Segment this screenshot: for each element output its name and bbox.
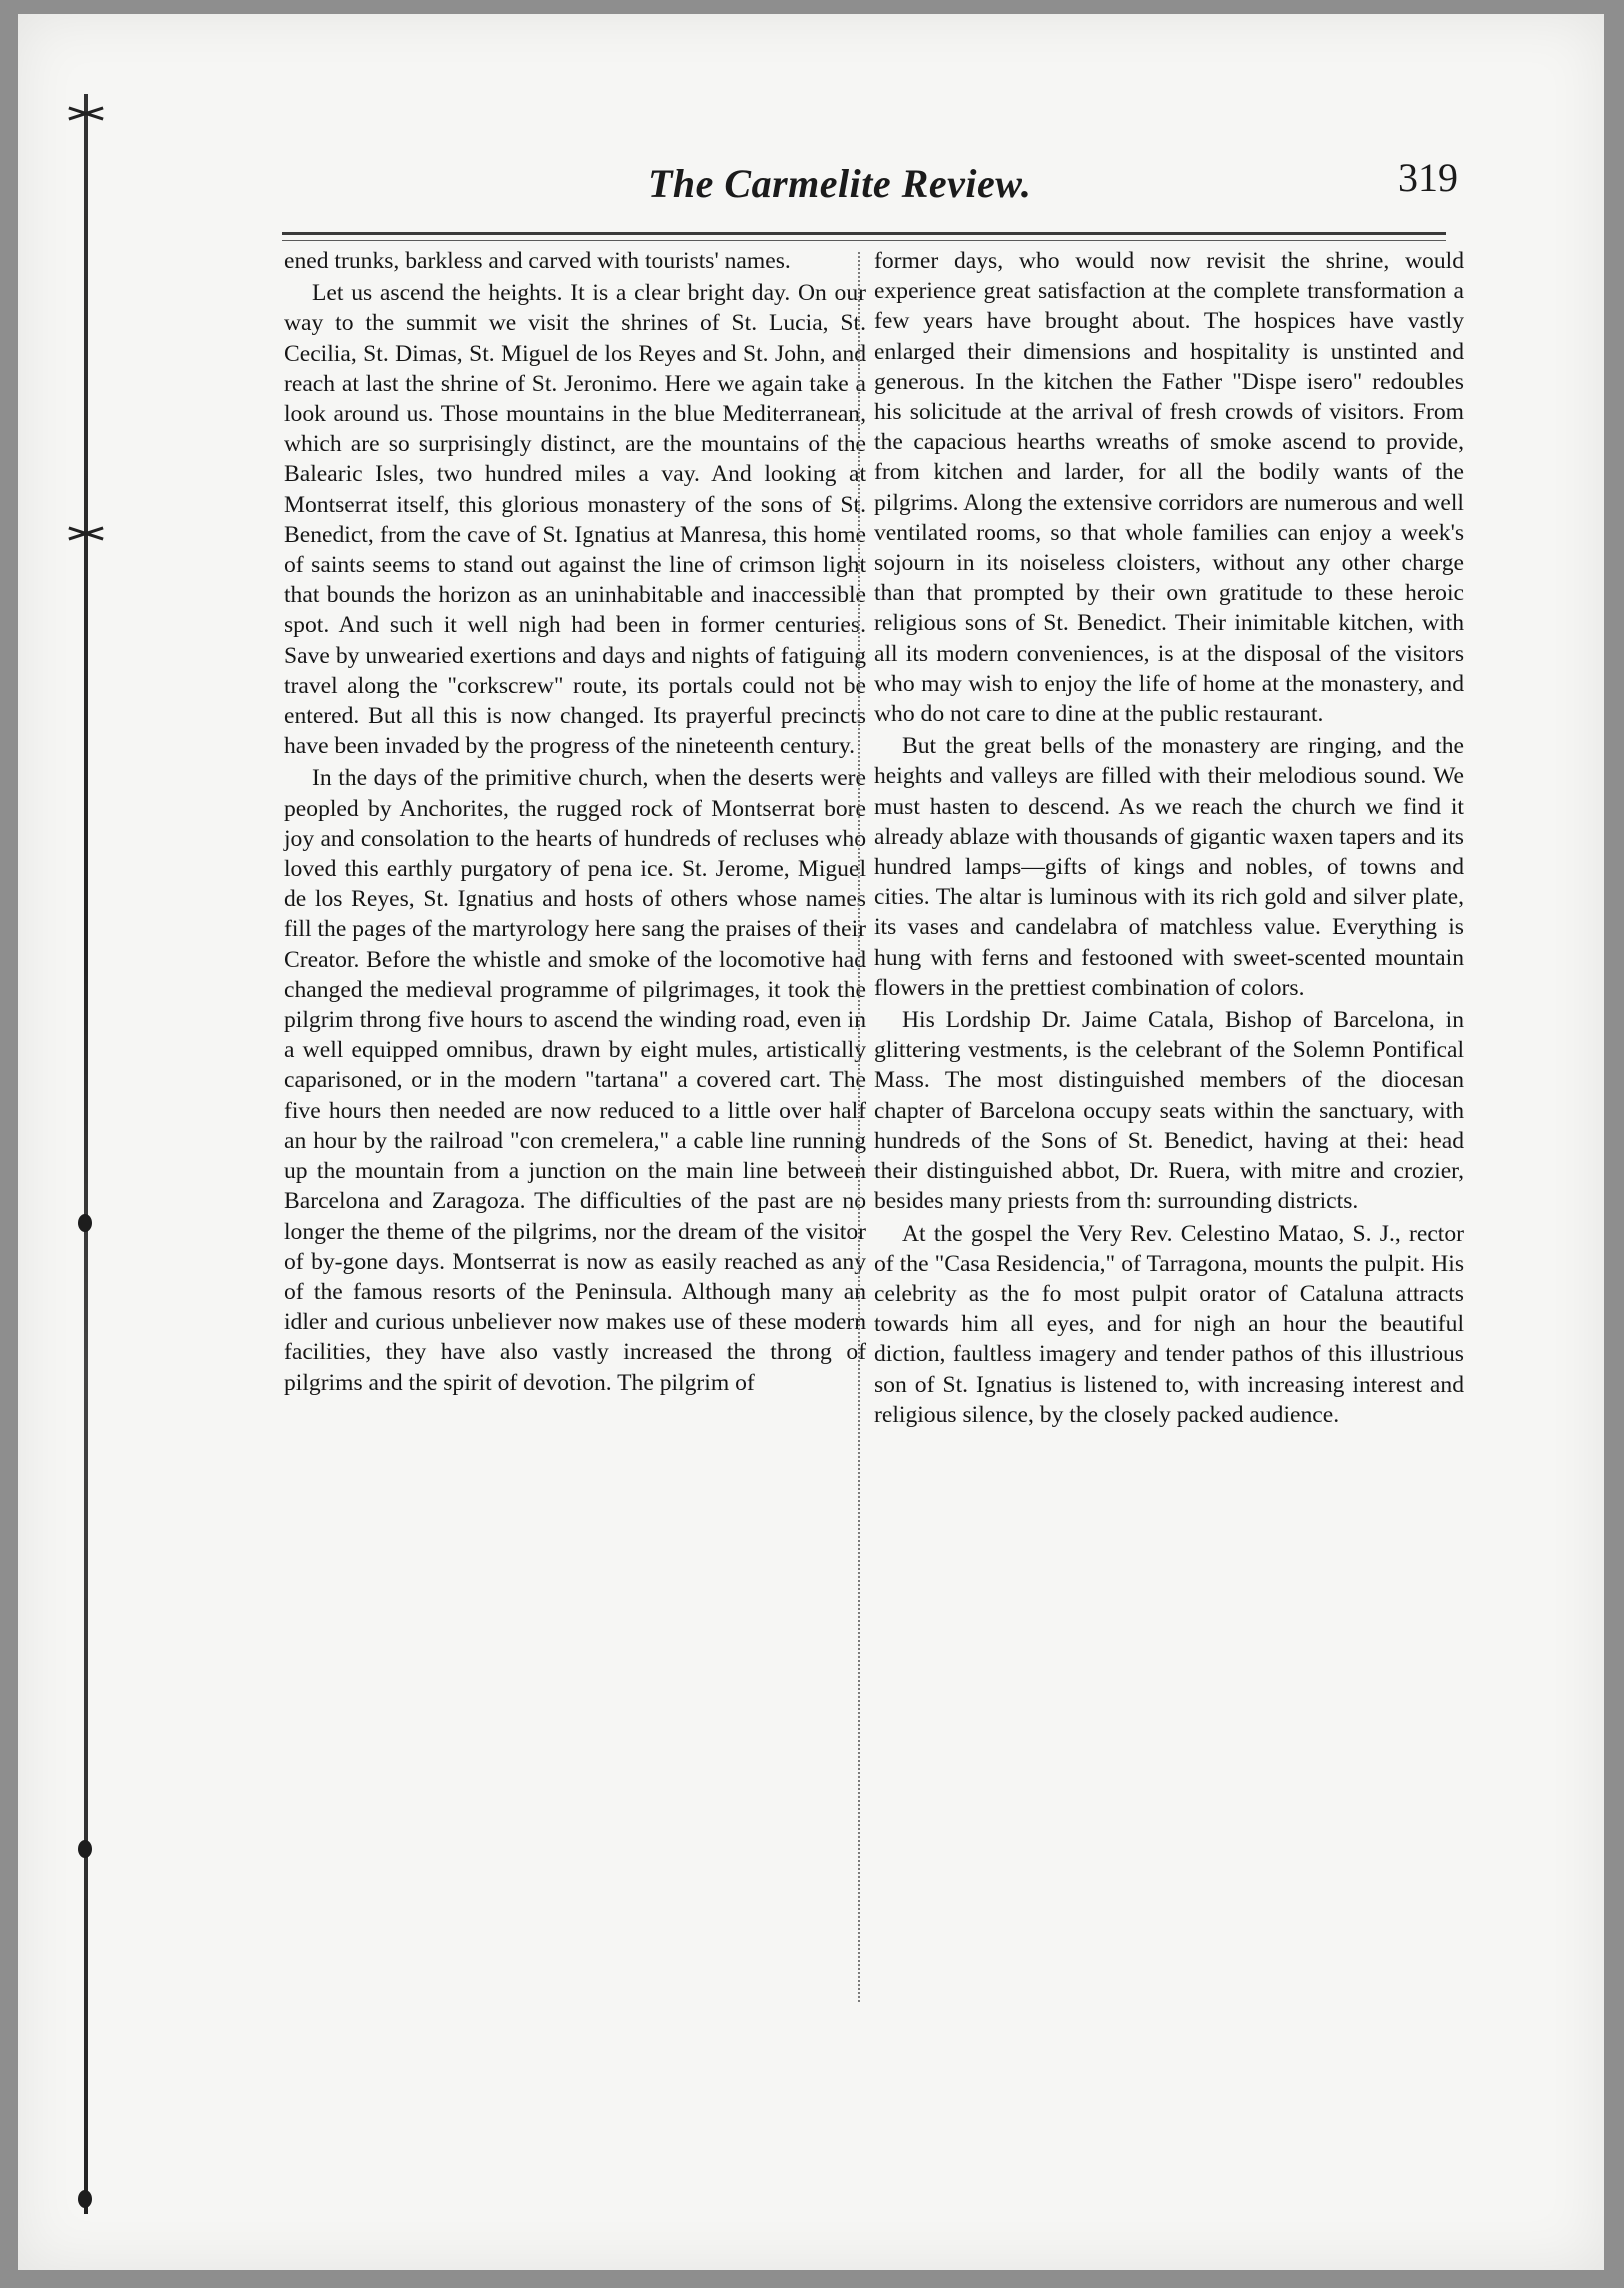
header-rule-thin <box>282 240 1446 241</box>
paragraph: But the great bells of the monastery are ringing, and the heights and valleys are filled with their melodious sound. We must hasten to descend. As we reach the church we find it already ablaze with thousands of gigantic waxen tapers and its hundred lamps—gifts of kings and nobles, of towns and cities. The altar is luminous with its rich gold and silver plate, its vases and candelabra of matchless value. Everything is hung with ferns and festooned with sweet-scented mountain flowers in the prettiest combination of colors. <box>874 733 1464 1001</box>
binding-stitch <box>68 526 104 540</box>
binding-knot <box>78 1840 92 1858</box>
binding-thread <box>84 94 88 2214</box>
left-column <box>284 246 866 1398</box>
binding-knot <box>78 1214 92 1232</box>
document-page <box>18 14 1604 2270</box>
paragraph: His Lordship Dr. Jaime Catala, Bishop of Barcelona, in glittering vestments, is the celebrant of the Solemn Pontifical Mass. The most distinguished members of the diocesan chapter of Barcelona occupy seats within the sanctuary, with hundreds of the Sons of St. Benedict, having at thei: head their distinguished abbot, Dr. Ruera, with mitre and crozier, besides many priests from th: surrounding districts. <box>874 1007 1464 1215</box>
header-rule <box>282 232 1446 235</box>
right-column <box>874 246 1464 1430</box>
paragraph: former days, who would now revisit the shrine, would experience great satisfaction at the complete transformation a few years have brought about. The hospices have vastly enlarged their dimensions and hospitality is unstinted and generous. In the kitchen the Father "Dispe isero" redoubles his solicitude at the arrival of fresh crowds of visitors. From the capacious hearths wreaths of smoke ascend to provide, from kitchen and larder, for all the bodily wants of the pilgrims. Along the extensive corridors are numerous and well ventilated rooms, so that whole families can enjoy a week's sojourn in its noiseless cloisters, without any other charge than that prompted by their own gratitude to these heroic religious sons of St. Benedict. Their inimitable kitchen, with all its modern conveniences, is at the disposal of the visitors who may wish to enjoy the life of home at the monastery, and who do not care to dine at the public restaurant. <box>874 248 1464 728</box>
page-number: 319 <box>1398 155 1458 200</box>
running-header <box>278 154 1458 214</box>
paragraph: In the days of the primitive church, when the deserts were peopled by Anchorites, the rugged rock of Montserrat bore joy and consolation to the hearts of hundreds of recluses who loved this earthly purgatory of pena ice. St. Jerome, Miguel de los Reyes, St. Ignatius and hosts of others whose names fill the pages of the martyrology here sang the praises of their Creator. Before the whistle and smoke of the locomotive had changed the medieval programme of pilgrimages, it took the pilgrim throng five hours to ascend the winding road, even in a well equipped omnibus, drawn by eight mules, artistically caparisoned, or in the modern "tartana" a covered cart. The five hours then needed are now reduced to a little over half an hour by the railroad "con cremelera," a cable line running up the mountain from a junction on the main line between Barcelona and Zaragoza. The difficulties of the past are no longer the theme of the pilgrims, nor the dream of the visitor of by-gone days. Montserrat is now as easily reached as any of the famous resorts of the Peninsula. Although many an idler and curious unbeliever now makes use of these modern facilities, they have also vastly increased the throng of pilgrims and the spirit of devotion. The pilgrim of <box>284 765 866 1396</box>
paragraph: At the gospel the Very Rev. Celestino Matao, S. J., rector of the "Casa Residencia," of Tarragona, mounts the pulpit. His celebrity as the fo most pulpit orator of Cataluna attracts towards him all eyes, and for nigh an hour the beautiful diction, faultless imagery and tender pathos of this illustrious son of St. Ignatius is listened to, with increasing interest and religious silence, by the closely packed audience. <box>874 1220 1464 1428</box>
column-divider <box>858 252 860 2002</box>
paragraph: ened trunks, barkless and carved with tourists' names. <box>284 248 791 274</box>
paragraph: Let us ascend the heights. It is a clear bright day. On our way to the summit we visit the shrines of St. Lucia, St. Cecilia, St. Dimas, St. Miguel de los Reyes and St. John, and reach at last the shrine of St. Jeronimo. Here we again take a look around us. Those mountains in the blue Mediterranean, which are so surprisingly distinct, are the mountains of the Balearic Isles, two hundred miles a vay. And looking at Montserrat itself, this glorious monastery of the sons of St. Benedict, from the cave of St. Ignatius at Manresa, this home of saints seems to stand out against the line of crimson light that bounds the horizon as an uninhabitable and inaccessible spot. And such it well nigh had been in former centuries. Save by unwearied exertions and days and nights of fatiguing travel along the "corkscrew" route, its portals could not be entered. But all this is now changed. Its prayerful precincts have been invaded by the progress of the nineteenth century. <box>284 280 866 760</box>
journal-title: The Carmelite Review. <box>648 161 1032 206</box>
binding-knot <box>78 2190 92 2208</box>
binding-stitch <box>68 106 104 120</box>
